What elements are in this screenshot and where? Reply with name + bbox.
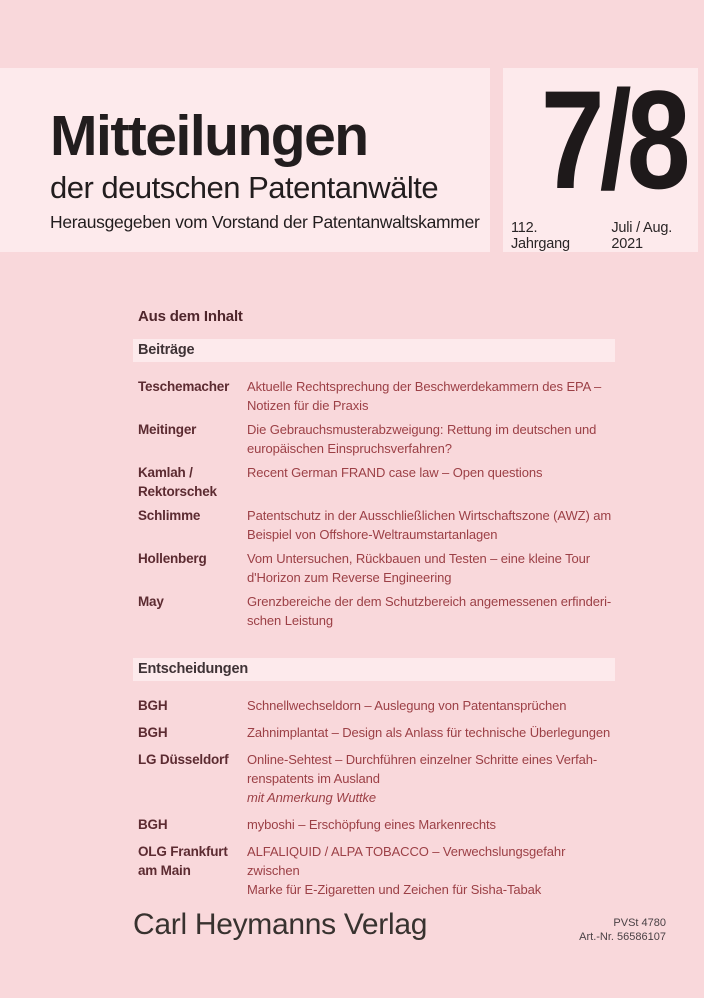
journal-subtitle: der deutschen Patentanwälte xyxy=(50,170,439,205)
volume-label: 112. Jahrgang xyxy=(511,220,570,252)
issue-date: Juli / Aug. 2021 xyxy=(611,220,673,252)
entry-description-block xyxy=(247,420,615,458)
entry-note: mit Anmerkung Wuttke xyxy=(247,790,377,805)
entry-title: Vom Untersuchen, Rückbauen und Testen – eine kleine Tour d'Horizon zum Reverse Engineering xyxy=(247,551,590,585)
entry-court: BGH xyxy=(138,698,168,713)
entry-description-block xyxy=(247,506,615,544)
entry-list xyxy=(133,377,615,630)
entry-title: Die Gebrauchsmusterabzweigung: Rettung im deutschen und europäischen Einspruchsverfahren? xyxy=(247,422,597,456)
entry-title: Recent German FRAND case law – Open questions xyxy=(247,465,543,480)
entry-description-block xyxy=(247,463,615,482)
entry-title: Aktuelle Rechtsprechung der Beschwerdekammern des EPA – Notizen für die Praxis xyxy=(247,379,602,413)
entry-court: LG Düsseldorf xyxy=(138,752,229,767)
journal-title: Mitteilungen xyxy=(50,104,368,168)
entry-title: myboshi – Erschöpfung eines Markenrechts xyxy=(247,817,496,832)
issue-number: 7/8 xyxy=(541,61,686,218)
table-row xyxy=(133,463,615,501)
entry-description-block xyxy=(247,592,615,630)
section-beitraege xyxy=(133,339,615,630)
entry-author: Schlimme xyxy=(138,508,201,523)
table-row xyxy=(133,506,615,544)
entry-description-block xyxy=(247,696,615,715)
journal-tagline: Herausgegeben vom Vorstand der Patentanwaltskammer xyxy=(50,212,480,232)
entry-court: OLG Frankfurt am Main xyxy=(138,844,228,878)
entry-description-block xyxy=(247,842,615,899)
table-row xyxy=(133,750,615,807)
entry-description-block xyxy=(247,815,615,834)
header-panel-right xyxy=(503,61,698,252)
section-entscheidungen xyxy=(133,658,615,899)
entry-author: Meitinger xyxy=(138,422,197,437)
entry-title: ALFALIQUID / ALPA TOBACCO – Verwechslungsgefahr zwischen Marke für E-Zigaretten und Zeichen für Sisha-Tabak xyxy=(247,844,566,897)
entry-author: Hollenberg xyxy=(138,551,207,566)
entry-description-block xyxy=(247,723,615,742)
table-row xyxy=(133,815,615,834)
entry-description-block xyxy=(247,549,615,587)
article-number: Art.-Nr. 56586107 xyxy=(579,931,666,943)
entry-title: Zahnimplantat – Design als Anlass für technische Überlegungen xyxy=(247,725,611,740)
table-row xyxy=(133,723,615,742)
section-title-entscheidungen: Entscheidungen xyxy=(133,658,615,681)
header-panel-left xyxy=(0,68,490,252)
table-row xyxy=(133,377,615,415)
postal-id: PVSt 4780 xyxy=(613,917,666,929)
entry-title: Patentschutz in der Ausschließlichen Wirtschaftszone (AWZ) am Beispiel von Offshore-Weltraumstartanlagen xyxy=(247,508,612,542)
contents-heading: Aus dem Inhalt xyxy=(138,308,243,325)
footer-product-codes xyxy=(579,916,666,944)
table-of-contents xyxy=(133,308,615,907)
entry-description-block xyxy=(247,377,615,415)
table-row xyxy=(133,549,615,587)
issue-meta xyxy=(511,220,698,252)
entry-court: BGH xyxy=(138,817,168,832)
entry-title: Schnellwechseldorn – Auslegung von Patentansprüchen xyxy=(247,698,567,713)
entry-author: Kamlah / Rektorschek xyxy=(138,465,217,499)
entry-author: May xyxy=(138,594,164,609)
publisher-name: Carl Heymanns Verlag xyxy=(133,908,428,941)
entry-title: Grenzbereiche der dem Schutzbereich angemessenen erfinderi- schen Leistung xyxy=(247,594,612,628)
table-row xyxy=(133,696,615,715)
entry-list xyxy=(133,696,615,899)
entry-description-block xyxy=(247,750,615,807)
entry-author: Teschemacher xyxy=(138,379,230,394)
entry-title: Online-Sehtest – Durchführen einzelner Schritte eines Verfah- renspatents im Ausland xyxy=(247,752,598,786)
table-row xyxy=(133,420,615,458)
entry-court: BGH xyxy=(138,725,168,740)
table-row xyxy=(133,842,615,899)
table-row xyxy=(133,592,615,630)
section-title-beitraege: Beiträge xyxy=(133,339,615,362)
